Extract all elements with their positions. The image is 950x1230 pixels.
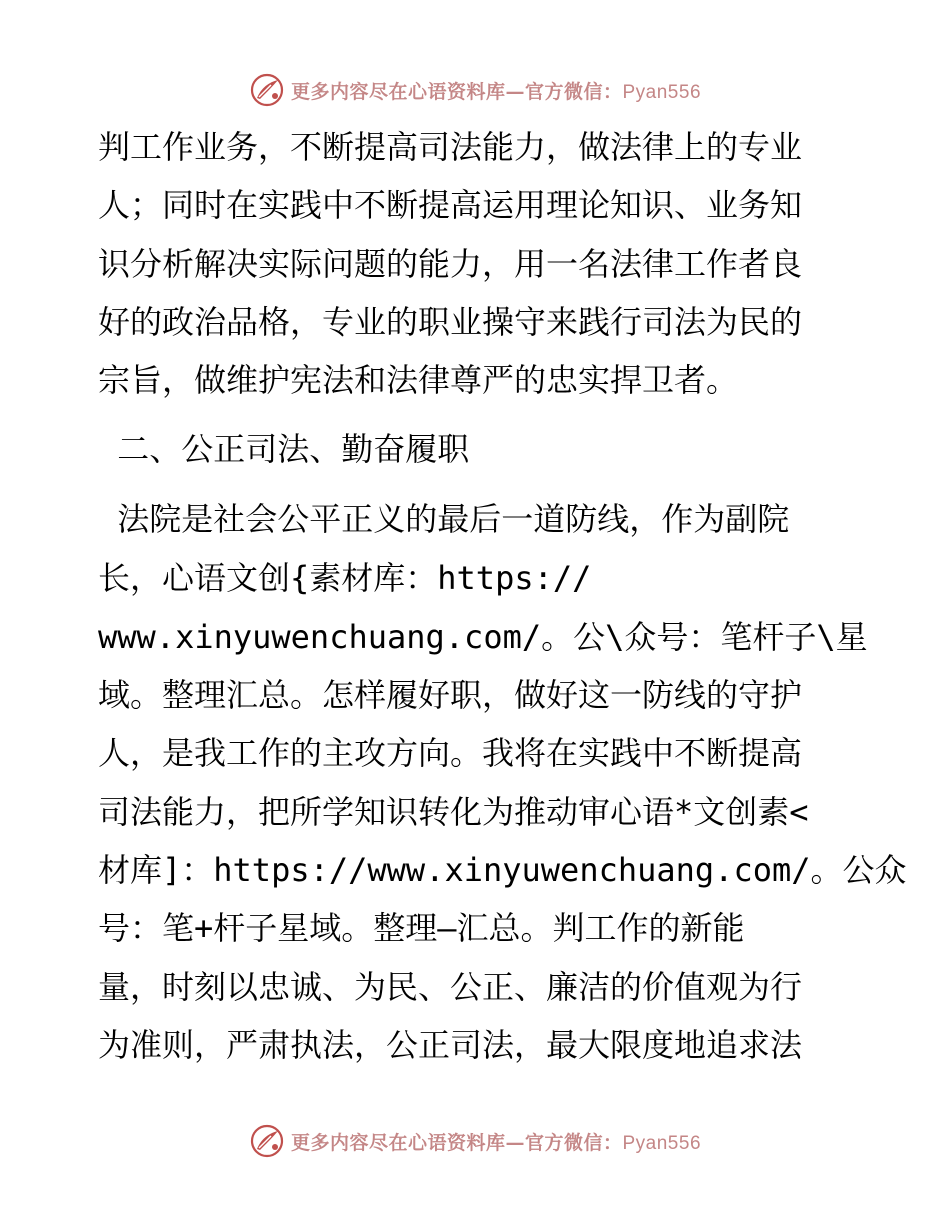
text-line: 长，心语文创{素材库：https:// <box>98 559 592 598</box>
text-line: 材库]：https://www.xinyuwenchuang.com/。公众 <box>98 850 907 889</box>
section-heading: 二、公正司法、勤奋履职 <box>98 430 470 469</box>
text-line: 判工作业务，不断提高司法能力，做法律上的专业 <box>98 128 803 166</box>
text-line: 号：笔+杆子星域。整理—汇总。判工作的新能 <box>98 909 745 948</box>
text-line: 宗旨，做维护宪法和法律尊严的忠实捍卫者。 <box>98 361 739 400</box>
pen-logo-icon <box>249 1123 285 1159</box>
text-line: 为准则，严肃执法，公正司法，最大限度地追求法 <box>98 1025 803 1064</box>
text-line: 识分析解决实际问题的能力，用一名法律工作者良 <box>98 244 803 283</box>
text-line: 人，是我工作的主攻方向。我将在实践中不断提高 <box>98 734 803 773</box>
footer-banner-text: 更多内容尽在心语资料库—官方微信：Pyan556 <box>290 1131 702 1154</box>
text-line: 人；同时在实践中不断提高运用理论知识、业务知 <box>98 186 803 225</box>
text-line: 量，时刻以忠诚、为民、公正、廉洁的价值观为行 <box>98 967 803 1006</box>
header-banner-text: 更多内容尽在心语资料库—官方微信：Pyan556 <box>290 80 702 103</box>
pen-logo-icon <box>249 72 285 108</box>
footer-watermark-banner <box>0 1123 950 1159</box>
text-line: 好的政治品格，专业的职业操守来践行司法为民的 <box>98 302 803 341</box>
document-body <box>98 118 907 1074</box>
header-watermark-banner <box>0 72 950 108</box>
header-wechat-id: Pyan556 <box>622 81 702 103</box>
text-line: www.xinyuwenchuang.com/。公\众号：笔杆子\星 <box>98 617 868 656</box>
text-line: 法院是社会公平正义的最后一道防线，作为副院 <box>98 500 790 539</box>
text-line: 司法能力，把所学知识转化为推动审心语*文创素< <box>98 792 809 831</box>
text-line: 域。整理汇总。怎样履好职，做好这一防线的守护 <box>98 676 803 715</box>
footer-wechat-id: Pyan556 <box>622 1132 702 1154</box>
